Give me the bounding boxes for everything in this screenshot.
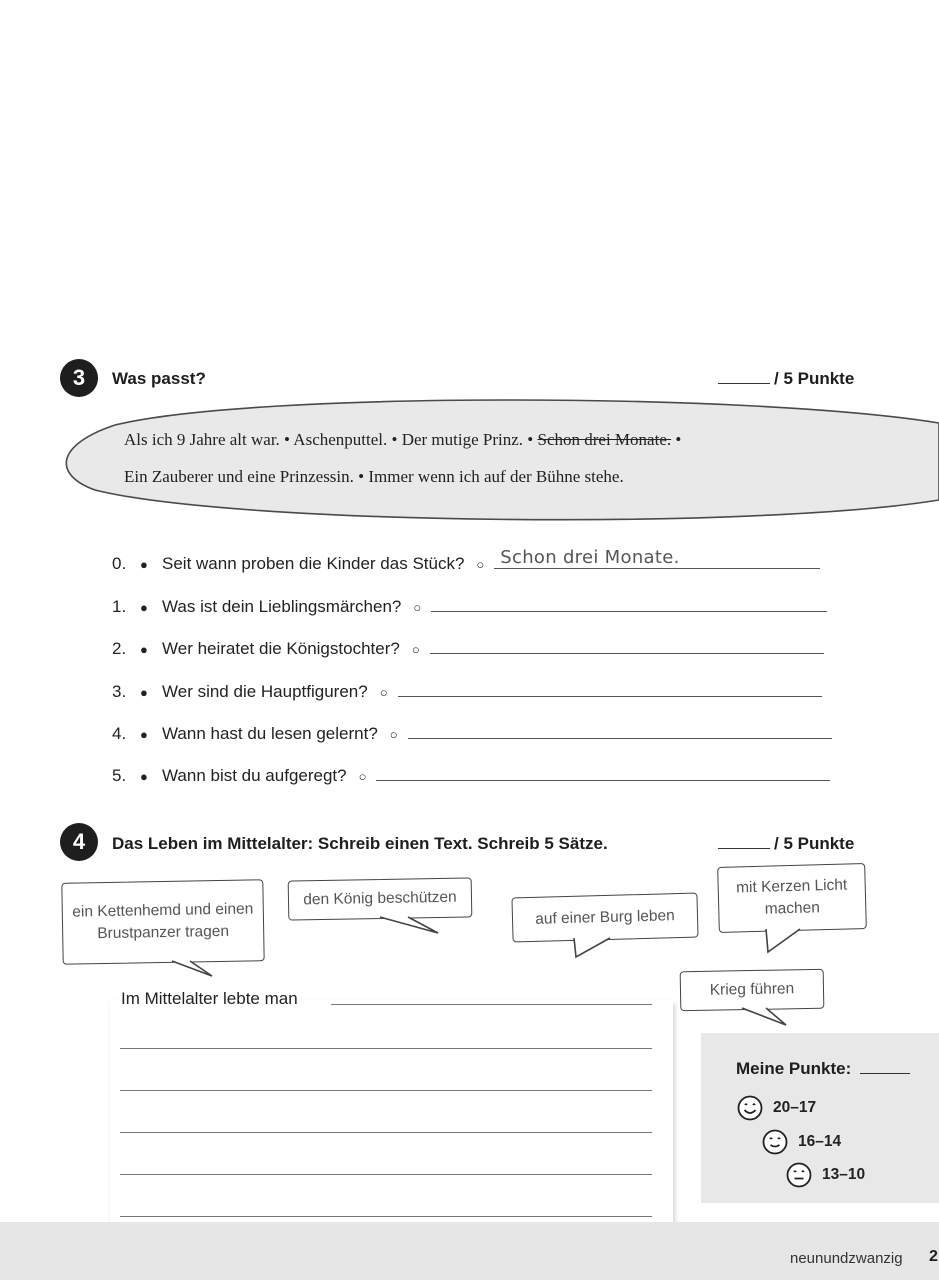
question-row: 2. ● Wer heiratet die Königstochter? ○	[112, 637, 824, 659]
bubble-tail	[378, 914, 448, 938]
score-row: 16–14	[762, 1129, 841, 1155]
points-label: / 5 Punkte	[774, 369, 855, 388]
writing-line[interactable]	[120, 1173, 652, 1175]
points-field	[718, 369, 854, 389]
struck-answer: Schon drei Monate.	[537, 430, 672, 449]
task-number-badge: 4	[60, 823, 98, 861]
score-label: Meine Punkte:	[736, 1059, 910, 1079]
score-row: 20–17	[737, 1095, 816, 1121]
writing-line[interactable]	[120, 1047, 652, 1049]
speech-bubble: Krieg führen	[680, 969, 825, 1012]
answer-line[interactable]	[431, 595, 827, 612]
bubble-tail	[170, 958, 220, 980]
question-row: 1. ● Was ist dein Lieblingsmärchen? ○	[112, 595, 827, 617]
speech-bubble: den König beschützen	[288, 877, 473, 920]
answer-line[interactable]	[430, 637, 824, 654]
question-row: 4. ● Wann hast du lesen gelernt? ○	[112, 722, 832, 744]
answer-line[interactable]	[408, 722, 832, 739]
question-row: 0. ● Seit wann proben die Kinder das Stück? ○ Schon drei Monate.	[112, 552, 820, 574]
answer-line[interactable]	[398, 680, 822, 697]
sentence-starter: Im Mittelalter lebte man	[121, 989, 298, 1008]
word-box-line-2: Ein Zauberer und eine Prinzessin. • Immer wenn ich auf der Bühne stehe.	[124, 467, 624, 486]
speech-bubble: ein Kettenhemd und einen Brustpanzer tragen	[61, 879, 264, 965]
writing-area	[110, 1000, 673, 1232]
happy-smiley-icon	[737, 1095, 763, 1121]
answer-line[interactable]	[494, 547, 820, 569]
neutral-smiley-icon	[786, 1162, 812, 1188]
writing-line[interactable]	[120, 1089, 652, 1091]
handwritten-answer: Schon drei Monate.	[500, 547, 680, 568]
question-row: 3. ● Wer sind die Hauptfiguren? ○	[112, 680, 822, 702]
points-field	[718, 834, 854, 854]
speech-bubble: auf einer Burg leben	[511, 893, 698, 943]
page-word: neunundzwanzig	[790, 1250, 903, 1267]
points-label: / 5 Punkte	[774, 834, 855, 853]
bubble-tail	[740, 1005, 800, 1029]
word-box-line-1: Als ich 9 Jahre alt war. • Aschenputtel. • Der mutige Prinz. • Schon drei Monate. •	[124, 430, 682, 449]
answer-line[interactable]	[376, 764, 830, 781]
bubble-tail	[760, 926, 810, 956]
score-row: 13–10	[786, 1162, 865, 1188]
bubble-tail	[570, 935, 620, 961]
page-number: 2	[929, 1248, 938, 1265]
task-title: Was passt?	[112, 369, 206, 388]
content-smiley-icon	[762, 1129, 788, 1155]
points-blank[interactable]	[718, 834, 770, 849]
speech-bubble: mit Kerzen Licht machen	[717, 863, 867, 933]
score-blank[interactable]	[860, 1061, 910, 1074]
writing-line[interactable]	[120, 1215, 652, 1217]
writing-line[interactable]	[331, 1004, 652, 1005]
task-number-badge: 3	[60, 359, 98, 397]
word-box-ellipse	[55, 395, 939, 530]
question-row: 5. ● Wann bist du aufgeregt? ○	[112, 764, 830, 786]
points-blank[interactable]	[718, 369, 770, 384]
task-title: Das Leben im Mittelalter: Schreib einen Text. Schreib 5 Sätze.	[112, 834, 608, 853]
writing-line[interactable]	[120, 1131, 652, 1133]
